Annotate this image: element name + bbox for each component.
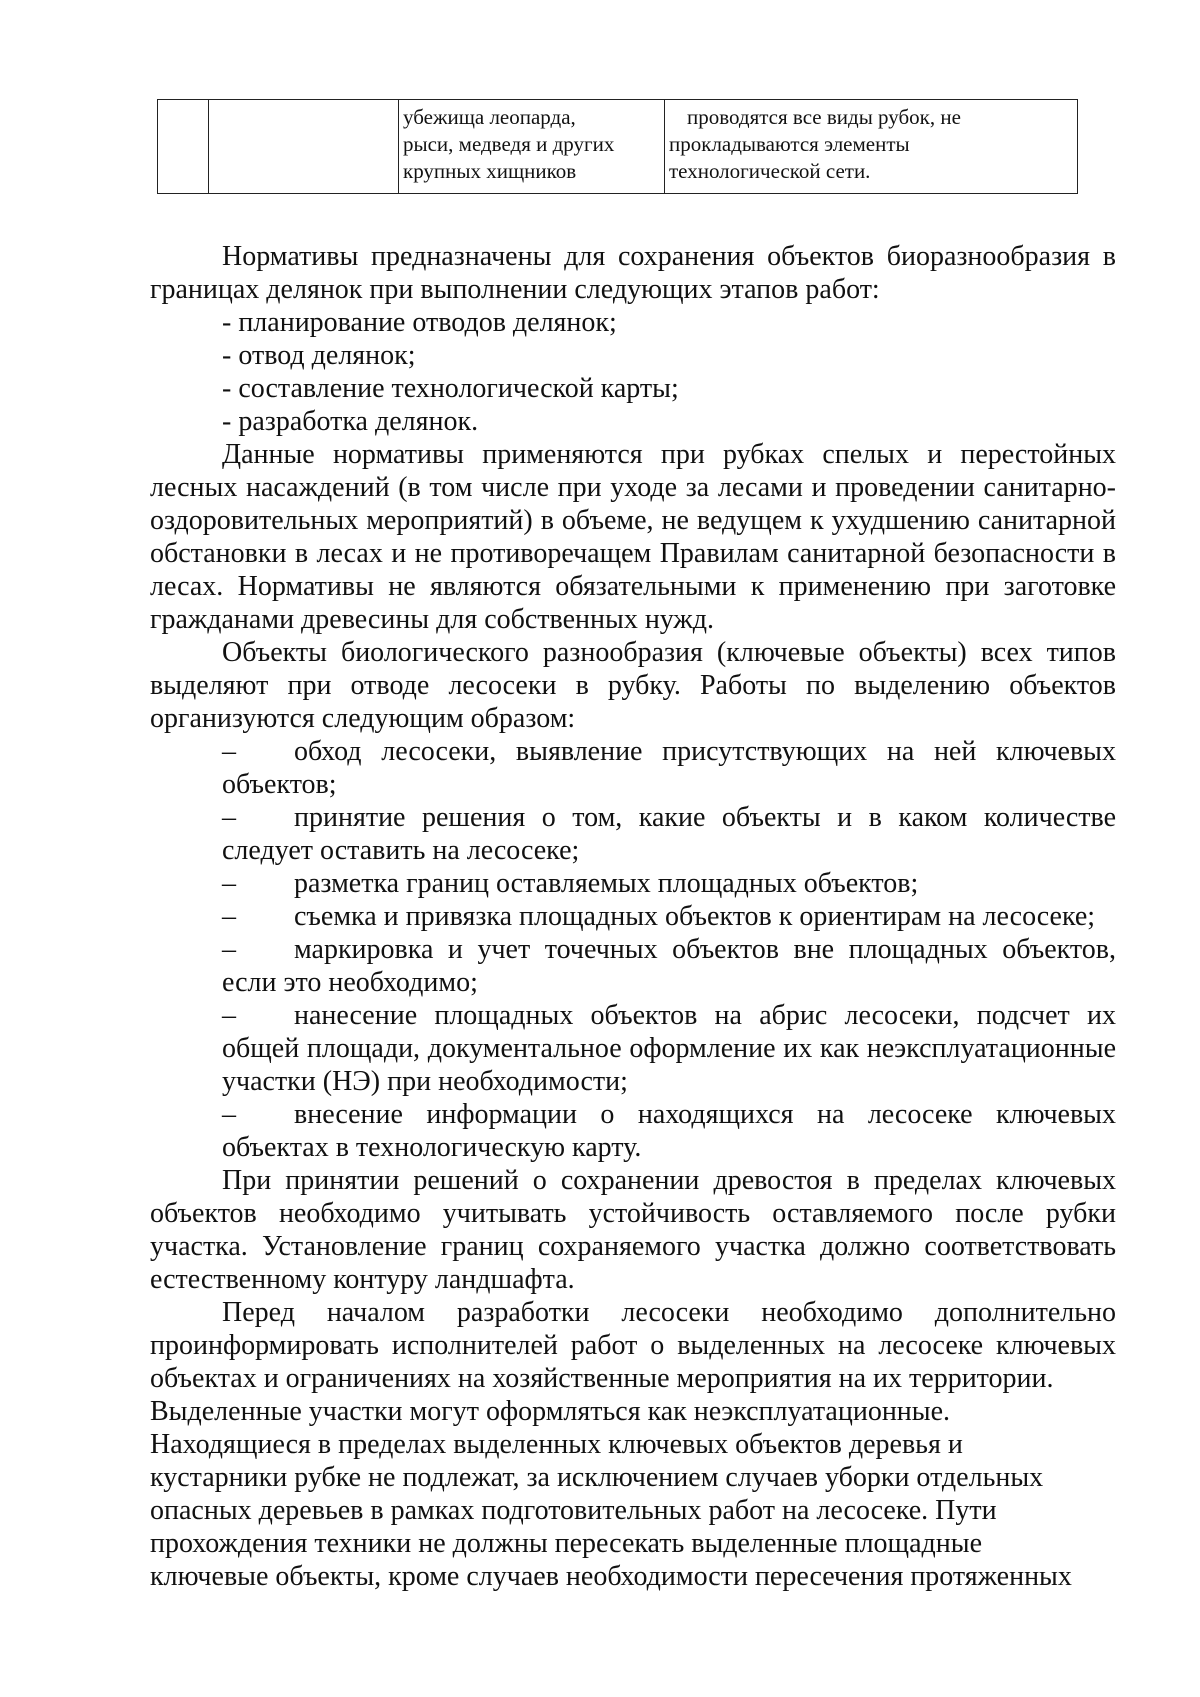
table-cell-line: рыси, медведя и других	[403, 132, 615, 156]
dash-list-item	[150, 735, 1116, 801]
text-line: прохождения техники не должны пересекать выделенные площадные	[150, 1528, 983, 1559]
dash-list-item	[150, 900, 1116, 933]
dash-list-item	[150, 867, 1116, 900]
table-cell-number	[158, 100, 209, 194]
paragraph: Нормативы предназначены для сохранения объектов биоразнообразия в границах делянок при выполнении следующих этапов работ:	[150, 241, 1116, 305]
list-item-text: маркировка и учет точечных объектов вне площадных объектов, если это необходимо;	[222, 934, 1116, 998]
dash-list-item	[150, 1098, 1116, 1164]
text-line: кустарники рубке не подлежат, за исключением случаев уборки отдельных	[150, 1462, 1044, 1493]
list-item: - разработка делянок.	[222, 406, 479, 437]
list-item-text: внесение информации о находящихся на лесосеке ключевых объектах в технологическую карту.	[222, 1099, 1116, 1163]
paragraph: Объекты биологического разнообразия (ключевые объекты) всех типов выделяют при отводе лесосеки в рубку. Работы по выделению объектов организуются следующим образом:	[150, 637, 1116, 734]
list-item: - составление технологической карты;	[222, 373, 679, 404]
text-line: ключевые объекты, кроме случаев необходимости пересечения протяженных	[150, 1561, 1072, 1592]
table-cell-line: убежища леопарда,	[403, 105, 576, 129]
list-item-text: разметка границ оставляемых площадных объектов;	[294, 868, 919, 899]
dash-mark: –	[222, 1099, 236, 1130]
dash-mark: –	[222, 934, 236, 965]
dash-mark: –	[222, 868, 236, 899]
table-cell-line: прокладываются элементы	[669, 132, 910, 156]
table-cell-category	[209, 100, 399, 194]
dash-mark: –	[222, 1000, 236, 1031]
table-cell-line: проводятся все виды рубок, не	[687, 105, 961, 129]
dash-list-item	[150, 801, 1116, 867]
document-body	[150, 240, 1116, 1593]
dash-mark: –	[222, 901, 236, 932]
list-item-text: обход лесосеки, выявление присутствующих на ней ключевых объектов;	[222, 736, 1116, 800]
text-line: опасных деревьев в рамках подготовительных работ на лесосеке. Пути	[150, 1495, 997, 1526]
paragraph: Перед началом разработки лесосеки необходимо дополнительно проинформировать исполнителей работ о выделенных на лесосеке ключевых объектах и ограничениях на хозяйственные мероприятия на их территории.	[150, 1297, 1116, 1394]
table-cell-line: технологической сети.	[669, 159, 871, 183]
text-line: Находящиеся в пределах выделенных ключевых объектов деревья и	[150, 1429, 963, 1460]
table-cell-line: крупных хищников	[403, 159, 577, 183]
paragraph: При принятии решений о сохранении древостоя в пределах ключевых объектов необходимо учитывать устойчивость оставляемого после рубки участка. Установление границ сохраняемого участка должно соответствовать естественному контуру ландшафта.	[150, 1165, 1116, 1295]
table-row	[158, 100, 1078, 194]
table-cell-object	[399, 100, 665, 194]
table-cell-requirement	[665, 100, 1078, 194]
list-item: - отвод делянок;	[222, 340, 416, 371]
dash-mark: –	[222, 802, 236, 833]
dash-list-item	[150, 933, 1116, 999]
dash-mark: –	[222, 736, 236, 767]
list-item: - планирование отводов делянок;	[222, 307, 617, 338]
paragraph: Данные нормативы применяются при рубках спелых и перестойных лесных насаждений (в том числе при уходе за лесами и проведении санитарно-оздоровительных мероприятий) в объеме, не ведущем к ухудшению санитарной обстановки в лесах и не противоречащем Правилам санитарной безопасности в лесах. Нормативы не являются обязательными к применению при заготовке гражданами древесины для собственных нужд.	[150, 439, 1116, 635]
dash-list-item	[150, 999, 1116, 1098]
text-line: Выделенные участки могут оформляться как неэксплуатационные.	[150, 1396, 951, 1427]
list-item-text: нанесение площадных объектов на абрис лесосеки, подсчет их общей площади, документальное оформление их как неэксплуатационные участки (НЭ) при необходимости;	[222, 1000, 1116, 1097]
continued-table	[157, 99, 1078, 194]
list-item-text: принятие решения о том, какие объекты и в каком количестве следует оставить на лесосеке;	[222, 802, 1116, 866]
list-item-text: съемка и привязка площадных объектов к ориентирам на лесосеке;	[294, 901, 1096, 932]
